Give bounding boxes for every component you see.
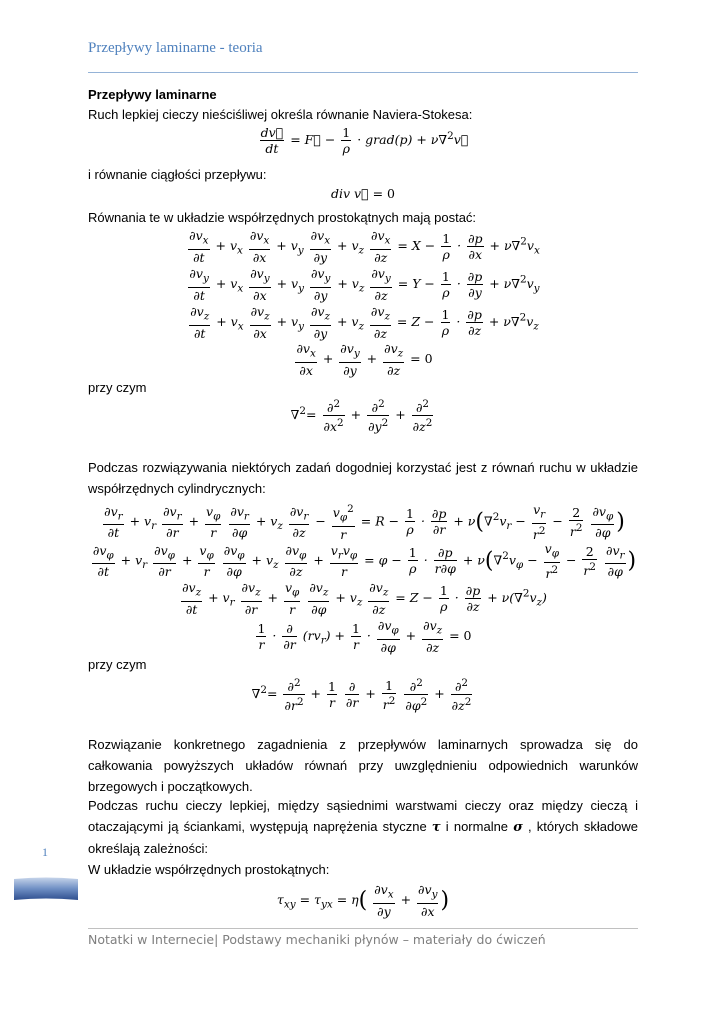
page-number: 1 — [42, 845, 48, 859]
stress-text-b: i normalne — [440, 819, 514, 834]
cylindrical-equation-r: $\frac{\partial v_r}{\partial t}$ + $v_r$ $\frac{\partial v_r}{\partial r}$ + $\frac{v_\varphi}{r}$ $\frac{\partial v_r}{\partial\varphi}$ + $v_z$ $\frac{\partial v_r}{\partial z}$ − $\frac{v_\varphi^2}{r}$ = R − $\frac{1}{\rho}$ · $\frac{\partial p}{\partial r}$ + $\nu(\nabla^2v_r$ − $\frac{v_r}{r^2}$ − $\frac{2}{r^2}$ $\frac{\partial v_\varphi}{\partial\varphi}$ ) — [104, 502, 625, 542]
cylindrical-paragraph: Podczas rozwiązywania niektórych zadań dogodniej korzystać jest z równań ruchu w układzie współrzędnych cylindrycznych: — [88, 460, 638, 496]
intro-paragraph: Ruch lepkiej cieczy nieściśliwej określa równanie Naviera-Stokesa: — [88, 107, 473, 122]
footer-rule — [88, 928, 638, 929]
cartesian-equation-x: $\frac{\partial v_x}{\partial t}$ + $v_x$ $\frac{\partial v_x}{\partial x}$ + $v_y$ $\frac{\partial v_x}{\partial y}$ + $v_z$ $\frac{\partial v_x}{\partial z}$ = X − $\frac{1}{\rho}$ · $\frac{\partial p}{\partial x}$ + $\nu\nabla^2v_x$ — [189, 228, 540, 265]
stress-text-a: Podczas ruchu cieczy lepkiej, między sąsiednimi warstwami cieczy oraz między cieczą i otaczającymi ją ściankami, występują naprężenia styczne — [88, 798, 638, 834]
stress-text-c: , których składowe określają zależności: — [88, 819, 639, 856]
cartesian-paragraph: Równania te w układzie współrzędnych prostokątnych mają postać: — [88, 210, 477, 225]
continuity-equation: div v⃗ = 0 — [331, 186, 395, 201]
cartesian-equation-z: $\frac{\partial v_z}{\partial t}$ + $v_x$ $\frac{\partial v_z}{\partial x}$ + $v_y$ $\frac{\partial v_z}{\partial y}$ + $v_z$ $\frac{\partial v_z}{\partial z}$ = Z − $\frac{1}{\rho}$ · $\frac{\partial p}{\partial z}$ + $\nu\nabla^2v_z$ — [190, 304, 539, 341]
where-paragraph-1: przy czym — [88, 380, 147, 395]
shear-stress-equation: $\tau_{xy} = \tau_{yx} = \eta$( $\frac{\partial v_x}{\partial y}$ + $\frac{\partial v_y}{\partial x}$ ) — [276, 882, 450, 919]
cylindrical-equation-phi: $\frac{\partial v_\varphi}{\partial t}$ + $v_r$ $\frac{\partial v_\varphi}{\partial r}$ + $\frac{v_\varphi}{r}$ $\frac{\partial v_\varphi}{\partial\varphi}$ + $v_z$ $\frac{\partial v_\varphi}{\partial z}$ + $\frac{v_rv_\varphi}{r}$ = φ − $\frac{1}{\rho}$ · $\frac{\partial p}{r\partial\varphi}$ + $\nu(\nabla^2v_\varphi$ − $\frac{v_\varphi}{r^2}$ − $\frac{2}{r^2}$ $\frac{\partial v_r}{\partial\varphi}$ ) — [92, 541, 637, 581]
page-header: Przepływy laminarne - teoria — [88, 40, 263, 56]
navier-stokes-equation: $\frac{dv⃗}{dt}$ = F⃗ − $\frac{1}{\rho}$ · grad(p) + ν∇$^2$v⃗ — [260, 125, 469, 156]
header-rule — [88, 72, 638, 73]
page-footer: Notatki w Internecie| Podstawy mechaniki płynów – materiały do ćwiczeń — [88, 932, 546, 947]
cartesian-equation-y: $\frac{\partial v_y}{\partial t}$ + $v_x$ $\frac{\partial v_y}{\partial x}$ + $v_y$ $\frac{\partial v_y}{\partial y}$ + $v_z$ $\frac{\partial v_y}{\partial z}$ = Y − $\frac{1}{\rho}$ · $\frac{\partial p}{\partial y}$ + $\nu\nabla^2v_y$ — [189, 266, 540, 303]
stress-paragraph — [88, 795, 638, 859]
page-tab-decoration — [14, 876, 78, 900]
cartesian-continuity-equation: $\frac{\partial v_x}{\partial x}$ + $\frac{\partial v_y}{\partial y}$ + $\frac{\partial v_z}{\partial z}$ = 0 — [296, 341, 433, 378]
tau-symbol: τ — [431, 820, 441, 835]
section-title: Przepływy laminarne — [88, 87, 217, 102]
where-paragraph-2: przy czym — [88, 657, 147, 672]
cartesian2-paragraph: W układzie współrzędnych prostokątnych: — [88, 862, 330, 877]
sigma-symbol: σ — [513, 820, 523, 835]
solution-paragraph: Rozwiązanie konkretnego zagadnienia z przepływów laminarnych sprowadza się do całkowania powyższych układów równań przy uwzględnieniu odpowiednich warunków brzegowych i początkowych. — [88, 737, 638, 794]
cylindrical-equation-z: $\frac{\partial v_z}{\partial t}$ + $v_r$ $\frac{\partial v_z}{\partial r}$ + $\frac{v_\varphi}{r}$ $\frac{\partial v_z}{\partial\varphi}$ + $v_z$ $\frac{\partial v_z}{\partial z}$ = Z − $\frac{1}{\rho}$ · $\frac{\partial p}{\partial z}$ + $\nu(\nabla^2v_z)$ — [182, 580, 547, 617]
laplacian-cylindrical: ∇$^2$= $\frac{\partial^2}{\partial r^2}$ + $\frac{1}{r}$ $\frac{\partial}{\partial r}$ + $\frac{1}{r^2}$ $\frac{\partial^2}{\partial\varphi^2}$ + $\frac{\partial^2}{\partial z^2}$ — [251, 677, 472, 714]
cylindrical-continuity-equation: $\frac{1}{r}$ · $\frac{\partial}{\partial r}$ $(rv_r)$ + $\frac{1}{r}$ · $\frac{\partial v_\varphi}{\partial\varphi}$ + $\frac{\partial v_z}{\partial z}$ = 0 — [257, 618, 472, 655]
continuity-paragraph: i równanie ciągłości przepływu: — [88, 167, 267, 182]
laplacian-cartesian: ∇$^2$= $\frac{\partial^2}{\partial x^2}$ + $\frac{\partial^2}{\partial y^2}$ + $\frac{\partial^2}{\partial z^2}$ — [290, 398, 433, 435]
